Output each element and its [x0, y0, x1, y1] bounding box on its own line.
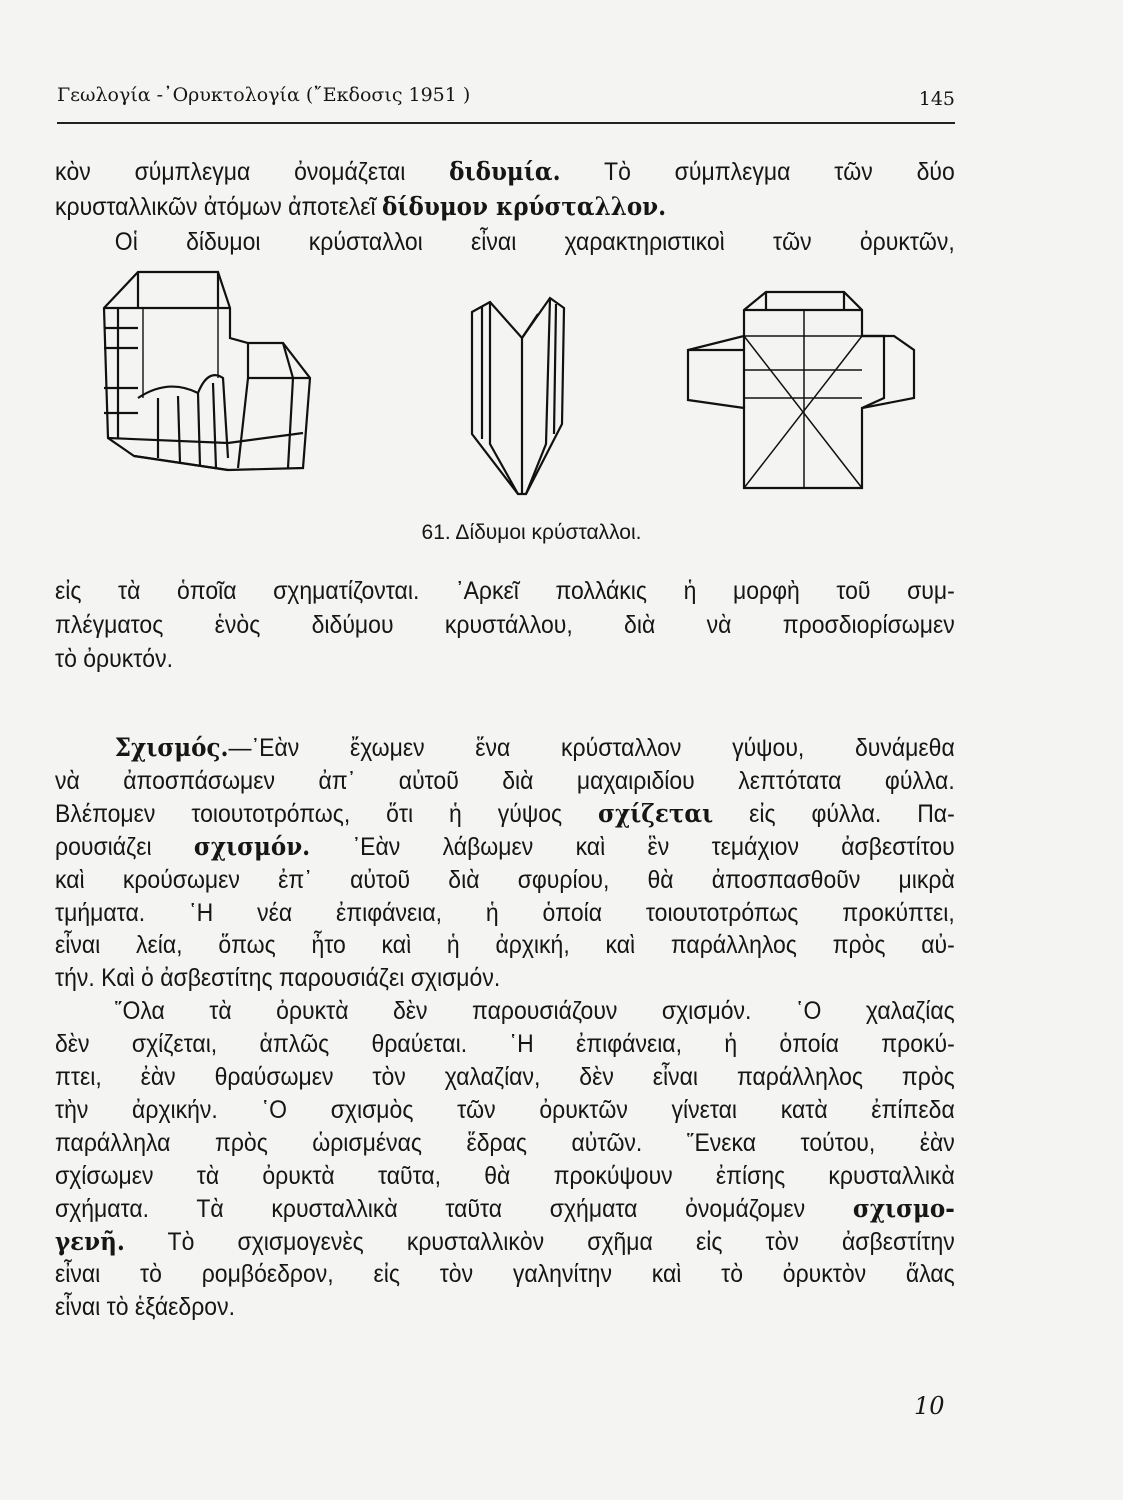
text-line	[55, 799, 955, 829]
text-segment: νὰ ἀποσπάσωμεν ἀπ᾿ αὐτοῦ διὰ μαχαιριδίου λεπτότατα φύλλα.	[55, 766, 955, 795]
text-segment: κρυσταλλικῶν ἀτόμων ἀποτελεῖ	[55, 193, 383, 221]
figure-caption: 61. Δίδυμοι κρύσταλλοι.	[421, 521, 642, 544]
running-header: Γεωλογία -᾿Ορυκτολογία (῎Εκδοσις 1951 )	[57, 84, 471, 106]
text-line	[55, 898, 955, 928]
bold-term: σχισμο-	[852, 1193, 955, 1223]
text-segment: εἶναι λεία, ὅπως ἦτο καὶ ἡ ἀρχική, καὶ παράλληλος πρὸς αὐ-	[55, 931, 955, 960]
text-line	[55, 766, 955, 796]
text-segment: εἶναι τὸ ρομβόεδρον, εἰς τὸν γαληνίτην καὶ τὸ ὀρυκτὸν ἅλας	[55, 1260, 955, 1289]
twin-crystal-figure-left	[98, 268, 318, 478]
text-segment: πτει, ἐὰν θραύσωμεν τὸν χαλαζίαν, δὲν εἶναι παράλληλος πρὸς	[55, 1063, 955, 1091]
bold-term: Σχισμός.	[114, 733, 229, 762]
text-segment: —᾿Εὰν ἔχωμεν ἕνα κρύσταλλον γύψου, δυνάμεθα	[228, 734, 955, 762]
text-segment: καὶ κρούσωμεν ἐπ᾿ αὐτοῦ διὰ σφυρίου, θὰ ἀποσπασθοῦν μικρὰ	[55, 865, 955, 894]
text-line	[55, 1292, 955, 1322]
text-segment: Οἱ δίδυμοι κρύσταλλοι εἶναι χαρακτηριστικοὶ τῶν ὀρυκτῶν,	[114, 228, 955, 256]
text-line	[55, 576, 955, 606]
text-line	[55, 1259, 955, 1289]
text-line	[55, 1161, 955, 1191]
page-number: 145	[918, 88, 955, 110]
text-segment: ᾿Εὰν λάβωμεν καὶ ἓν τεμάχιον ἀσβεστίτου	[310, 832, 955, 861]
text-segment: παράλληλα πρὸς ὡρισμένας ἕδρας αὐτῶν. ῞Ενεκα τούτου, ἐὰν	[55, 1128, 955, 1157]
text-line	[55, 733, 955, 763]
text-segment: εἶναι τὸ ἑξάεδρον.	[55, 1293, 235, 1322]
text-segment: πλέγματος ἑνὸς διδύμου κρυστάλλου, διὰ νὰ προσδιορίσωμεν	[55, 611, 955, 639]
text-line	[55, 865, 955, 895]
text-segment: τὴν ἀρχικήν. ῾Ο σχισμὸς τῶν ὀρυκτῶν γίνεται κατὰ ἐπίπεδα	[55, 1095, 955, 1124]
text-line	[55, 930, 955, 960]
text-segment: εἰς φύλλα. Πα-	[713, 799, 955, 828]
header-rule	[57, 122, 955, 124]
text-line	[55, 832, 955, 862]
text-segment: τὸ ὀρυκτόν.	[55, 645, 173, 673]
bold-term: γενῆ.	[55, 1226, 125, 1256]
text-segment: σχίσωμεν τὰ ὀρυκτὰ ταῦτα, θὰ προκύψουν ἐπίσης κρυσταλλικὰ	[55, 1161, 955, 1190]
twin-crystal-figure-middle	[466, 294, 570, 500]
text-segment: ῞Ολα τὰ ὀρυκτὰ δὲν παρουσιάζουν σχισμόν. ῾Ο χαλαζίας	[114, 997, 955, 1026]
bold-term: διδυμία.	[449, 157, 561, 186]
text-line	[55, 1227, 955, 1257]
text-segment: κὸν σύμπλεγμα ὀνομάζεται	[55, 158, 450, 186]
text-line	[55, 963, 955, 993]
text-line	[55, 1029, 955, 1059]
text-line	[55, 1128, 955, 1158]
text-segment: τήν. Καὶ ὁ ἀσβεστίτης παρουσιάζει σχισμόν.	[55, 964, 501, 993]
twin-crystal-figure-right	[684, 288, 920, 494]
text-line	[55, 996, 955, 1026]
text-segment: Βλέπομεν τοιουτοτρόπως, ὅτι ἡ γύψος	[55, 799, 599, 828]
bold-term: σχίζεται	[598, 798, 714, 828]
text-line	[55, 644, 955, 674]
text-line	[55, 192, 955, 222]
signature-mark: 10	[914, 1392, 945, 1420]
text-line	[55, 1062, 955, 1092]
text-line	[55, 227, 955, 257]
text-segment: δὲν σχίζεται, ἁπλῶς θραύεται. ῾Η ἐπιφάνεια, ἡ ὁποία προκύ-	[55, 1030, 955, 1059]
text-segment: ρουσιάζει	[55, 832, 194, 861]
text-segment: Τὸ σύμπλεγμα τῶν δύο	[560, 158, 955, 186]
text-line	[55, 1095, 955, 1125]
text-line	[55, 157, 955, 187]
text-segment: Τὸ σχισμογενὲς κρυσταλλικὸν σχῆμα εἰς τὸν ἀσβεστίτην	[124, 1227, 955, 1256]
text-segment: τμήματα. ῾Η νέα ἐπιφάνεια, ἡ ὁποία τοιουτοτρόπως προκύπτει,	[55, 898, 955, 927]
text-segment: εἰς τὰ ὁποῖα σχηματίζονται. ᾿Αρκεῖ πολλάκις ἡ μορφὴ τοῦ συμ-	[55, 577, 955, 605]
text-segment: σχήματα. Τὰ κρυσταλλικὰ ταῦτα σχήματα ὀνομάζομεν	[55, 1194, 853, 1223]
bold-term: δίδυμον κρύσταλλον.	[382, 192, 667, 221]
text-line	[55, 1194, 955, 1224]
bold-term: σχισμόν.	[193, 831, 311, 861]
text-line	[55, 610, 955, 640]
